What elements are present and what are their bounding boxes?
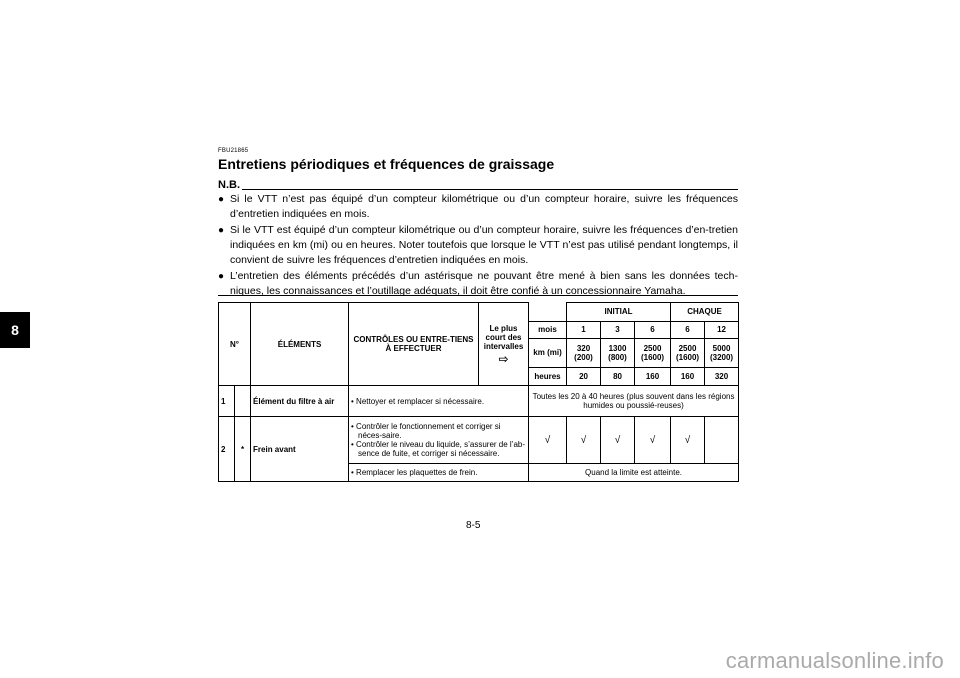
mois-cell: 6 [671,321,705,338]
heures-cell: 20 [567,367,601,386]
mois-cell: 6 [635,321,671,338]
mois-cell: 12 [705,321,739,338]
heures-cell: 160 [635,367,671,386]
maintenance-table [218,302,739,482]
row-number: 2 [219,417,235,482]
km-cell: 2500 (1600) [635,339,671,368]
header-initial: INITIAL [567,303,671,322]
heures-cell: 160 [671,367,705,386]
row-star: * [235,417,251,482]
row-number: 1 [219,386,235,417]
bullet-icon: ● [218,194,225,205]
nb-bottom-rule [218,295,738,296]
km-cell: 5000 (3200) [705,339,739,368]
row-check: • Nettoyer et remplacer si nécessaire. [349,386,529,417]
row-star [235,386,251,417]
check-mark: √ [671,417,705,464]
header-chaque: CHAQUE [671,303,739,322]
header-interval [479,303,529,386]
watermark: carmanualsonline.info [725,648,944,673]
header-elements: ÉLÉMENTS [251,303,349,386]
heures-cell: 80 [601,367,635,386]
km-cell: 2500 (1600) [671,339,705,368]
nb-list [218,192,738,300]
mois-cell: 1 [567,321,601,338]
nb-item: ● Si le VTT n’est pas équipé d’un compteur kilométrique ou d’un compteur horaire, suivre les fréquences d’entretien indiquées en mois. [218,193,738,220]
check-mark: √ [635,417,671,464]
row-element: Élément du filtre à air [251,386,349,417]
label-km: km (mi) [529,339,567,368]
check-mark: √ [529,417,567,464]
header-no: N° [219,303,251,386]
nb-header [218,180,738,191]
row-note: Quand la limite est atteinte. [529,464,739,482]
chapter-tab: 8 [0,312,30,348]
mois-cell: 3 [601,321,635,338]
row-check: • Contrôler le fonctionnement et corriger si néces-saire. • Contrôler le niveau du liquide, s’assurer de l’ab-sence de fuite, et corriger si nécessaire. [349,417,529,464]
page-number: 8-5 [466,520,481,531]
row-check: • Remplacer les plaquettes de frein. [349,464,529,482]
table-row [219,386,739,417]
label-mois: mois [529,321,567,338]
check-mark: √ [567,417,601,464]
row-note: Toutes les 20 à 40 heures (plus souvent dans les régions humides ou poussié-reuses) [529,386,739,417]
heures-cell: 320 [705,367,739,386]
empty-cell [705,417,739,464]
header-blank [529,303,567,322]
nb-item: ● Si le VTT est équipé d’un compteur kilométrique ou d’un compteur horaire, suivre les fréquences d’en-tretien indiquées en km (mi) ou en heures. Noter toutefois que lorsque le VTT n’est pas utilisé pendant longtemps, il convient de suivre les fréquences d’entretien indiquées en mois. [218,224,738,266]
nb-item: ● L’entretien des éléments précédés d’un astérisque ne pouvant être mené à bien sans les données tech-niques, les connaissances et l’outillage adéquats, il doit être confié à un concessionnaire Yamaha. [218,270,738,297]
bullet-icon: ● [218,271,225,282]
row-element: Frein avant [251,417,349,482]
header-interval-label: Le plus court des intervalles [483,323,524,351]
nb-label: N.B. [218,179,240,191]
check-mark: √ [601,417,635,464]
section-code: FBU21865 [218,148,249,154]
km-cell: 320 (200) [567,339,601,368]
bullet-icon: ● [218,225,225,236]
nb-rule [242,189,738,190]
table-row [219,417,739,464]
header-checks: CONTRÔLES OU ENTRE-TIENS À EFFECTUER [349,303,479,386]
page-title: Entretiens périodiques et fréquences de graissage [218,156,555,172]
arrow-right-icon: ⇨ [498,351,509,366]
label-heures: heures [529,367,567,386]
km-cell: 1300 (800) [601,339,635,368]
